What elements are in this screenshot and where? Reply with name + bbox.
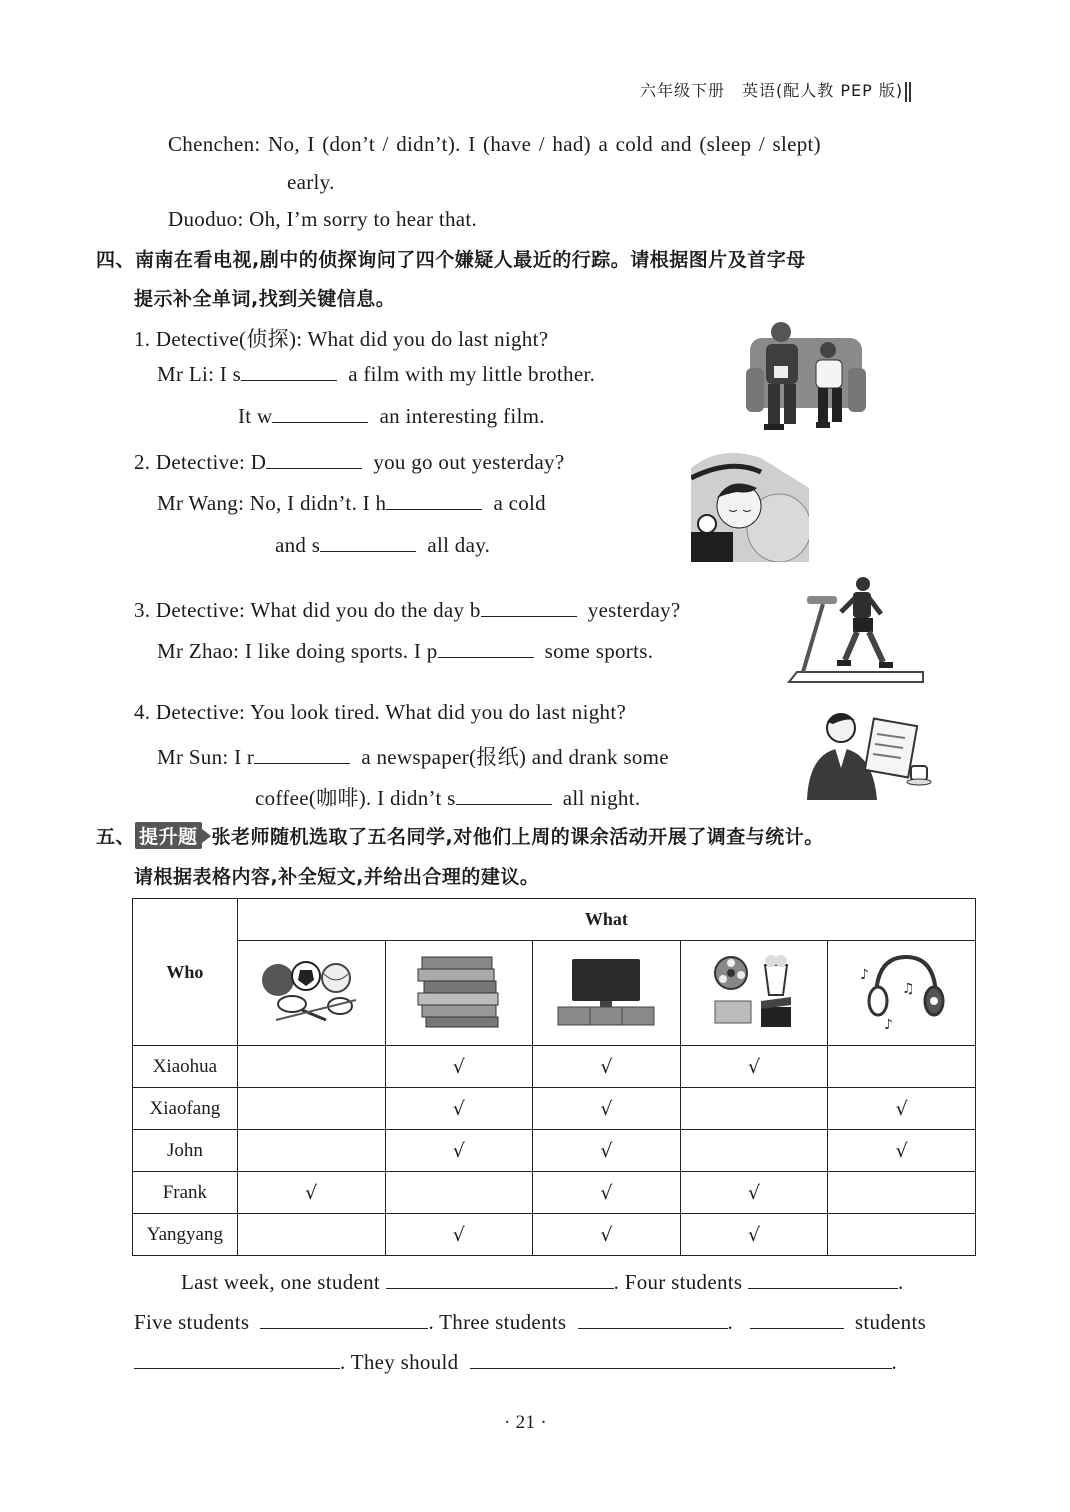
- q2-line-3: and s all day.: [275, 533, 491, 557]
- television-icon: [533, 941, 681, 1046]
- reading-newspaper-picture: [803, 708, 935, 800]
- q1-blank-1[interactable]: [241, 379, 337, 381]
- check-mark: √: [600, 1055, 613, 1078]
- passage-blank-2[interactable]: [748, 1287, 898, 1289]
- q1-blank-2[interactable]: [272, 421, 368, 423]
- activity-cell: [237, 1214, 385, 1256]
- activity-cell: [237, 1172, 385, 1214]
- q1-line-2: Mr Li: I s a film with my little brother.: [157, 362, 596, 386]
- activity-cell: [385, 1130, 533, 1172]
- check-mark: √: [895, 1139, 908, 1162]
- table-row: [133, 1088, 976, 1130]
- svg-text:♫: ♫: [901, 981, 915, 997]
- activity-cell: [533, 1130, 681, 1172]
- q2-blank-2[interactable]: [386, 508, 482, 510]
- dialog-line-3: Duoduo: Oh, I’m sorry to hear that.: [168, 207, 478, 231]
- activity-cell: [828, 1088, 976, 1130]
- headphones-music-icon: [828, 941, 976, 1046]
- survey-table: [132, 898, 976, 1256]
- advanced-tag: 提升题: [135, 822, 202, 849]
- q1-line-3: It w an interesting film.: [238, 404, 545, 428]
- check-mark: √: [747, 1055, 761, 1078]
- passage-blank-5[interactable]: [750, 1327, 844, 1329]
- student-name: Xiaofang: [133, 1088, 238, 1130]
- check-mark: √: [452, 1139, 465, 1162]
- table-row: [133, 1046, 976, 1088]
- passage-blank-4[interactable]: [578, 1327, 728, 1329]
- activity-cell: [533, 1046, 681, 1088]
- passage-blank-6[interactable]: [134, 1367, 340, 1369]
- passage-line-1: Last week, one student . Four students .: [181, 1270, 904, 1294]
- q2-line-2: Mr Wang: No, I didn’t. I h a cold: [157, 491, 546, 515]
- passage-blank-7[interactable]: [470, 1367, 892, 1369]
- activity-cell: [680, 1088, 828, 1130]
- check-mark: √: [600, 1223, 613, 1246]
- activity-cell: [237, 1088, 385, 1130]
- check-mark: √: [600, 1097, 613, 1120]
- q2-line-1: 2. Detective: D you go out yesterday?: [134, 450, 565, 474]
- activity-cell: [533, 1088, 681, 1130]
- activity-cell: [237, 1130, 385, 1172]
- header-text: 六年级下册 英语(配人教 PEP 版): [640, 81, 904, 100]
- passage-blank-3[interactable]: [260, 1327, 428, 1329]
- activity-cell: [385, 1046, 533, 1088]
- q4-blank-1[interactable]: [254, 762, 350, 764]
- section5-title-2: 请根据表格内容,补全短文,并给出合理的建议。: [134, 866, 540, 888]
- svg-text:♪: ♪: [859, 967, 869, 983]
- passage-line-3: . They should .: [134, 1350, 897, 1375]
- q1-line-1: 1. Detective(侦探): What did you do last night?: [134, 327, 549, 351]
- check-mark: √: [895, 1097, 908, 1120]
- q4-line-3: coffee(咖啡). I didn’t s all night.: [255, 786, 641, 810]
- activity-cell: [385, 1088, 533, 1130]
- who-header: Who: [133, 899, 238, 1046]
- check-mark: √: [452, 1223, 465, 1246]
- q4-blank-2[interactable]: [456, 803, 552, 805]
- check-mark: √: [600, 1181, 613, 1204]
- activity-cell: [533, 1172, 681, 1214]
- survey-body: [133, 1046, 976, 1256]
- what-header: What: [237, 899, 975, 941]
- page-header: [640, 78, 911, 102]
- sports-balls-icon: [237, 941, 385, 1046]
- student-name: John: [133, 1130, 238, 1172]
- dialog-line-2: early.: [287, 170, 335, 194]
- table-row: [133, 1214, 976, 1256]
- activity-cell: [680, 1172, 828, 1214]
- section4-title-2: 提示补全单词,找到关键信息。: [134, 288, 396, 310]
- activity-cell: [828, 1214, 976, 1256]
- check-mark: √: [305, 1181, 318, 1204]
- check-mark: √: [747, 1181, 761, 1204]
- check-mark: √: [452, 1055, 465, 1078]
- activity-cell: [385, 1172, 533, 1214]
- q2-blank-1[interactable]: [266, 467, 362, 469]
- watching-film-picture: [746, 318, 866, 436]
- student-name: Xiaohua: [133, 1046, 238, 1088]
- q3-line-1: 3. Detective: What did you do the day b yesterday?: [134, 598, 681, 622]
- page-number: · 21 ·: [504, 1412, 547, 1433]
- activity-cell: [533, 1214, 681, 1256]
- dialog-line-1: Chenchen: No, I (don’t / didn’t). I (have / had) a cold and (sleep / slept): [168, 132, 821, 156]
- cinema-icon: [680, 941, 828, 1046]
- check-mark: √: [600, 1139, 613, 1162]
- activity-cell: [680, 1130, 828, 1172]
- table-row: [133, 1172, 976, 1214]
- student-name: Yangyang: [133, 1214, 238, 1256]
- svg-text:♪: ♪: [883, 1017, 893, 1033]
- sleeping-boy-picture: [691, 448, 809, 562]
- activity-cell: [828, 1172, 976, 1214]
- activity-cell: [237, 1046, 385, 1088]
- section5-title-1: 五、 提升题 张老师随机选取了五名同学,对他们上周的课余活动开展了调查与统计。: [96, 822, 824, 849]
- books-icon: [385, 941, 533, 1046]
- activity-cell: [680, 1046, 828, 1088]
- section4-title-1: 四、南南在看电视,剧中的侦探询问了四个嫌疑人最近的行踪。请根据图片及首字母: [96, 249, 806, 271]
- student-name: Frank: [133, 1172, 238, 1214]
- treadmill-runner-picture: [783, 574, 929, 686]
- activity-cell: [680, 1214, 828, 1256]
- q3-blank-2[interactable]: [438, 656, 534, 658]
- activity-cell: [828, 1046, 976, 1088]
- q3-line-2: Mr Zhao: I like doing sports. I p some sports.: [157, 639, 654, 663]
- passage-line-2: Five students . Three students . students: [134, 1310, 927, 1334]
- q2-blank-3[interactable]: [320, 550, 416, 552]
- activity-cell: [385, 1214, 533, 1256]
- activity-cell: [828, 1130, 976, 1172]
- q3-blank-1[interactable]: [481, 615, 577, 617]
- table-row: [133, 1130, 976, 1172]
- check-mark: √: [747, 1223, 761, 1246]
- passage-blank-1[interactable]: [386, 1287, 614, 1289]
- q4-line-1: 4. Detective: You look tired. What did you do last night?: [134, 700, 627, 724]
- check-mark: √: [452, 1097, 465, 1120]
- q4-line-2: Mr Sun: I r a newspaper(报纸) and drank some: [157, 745, 669, 769]
